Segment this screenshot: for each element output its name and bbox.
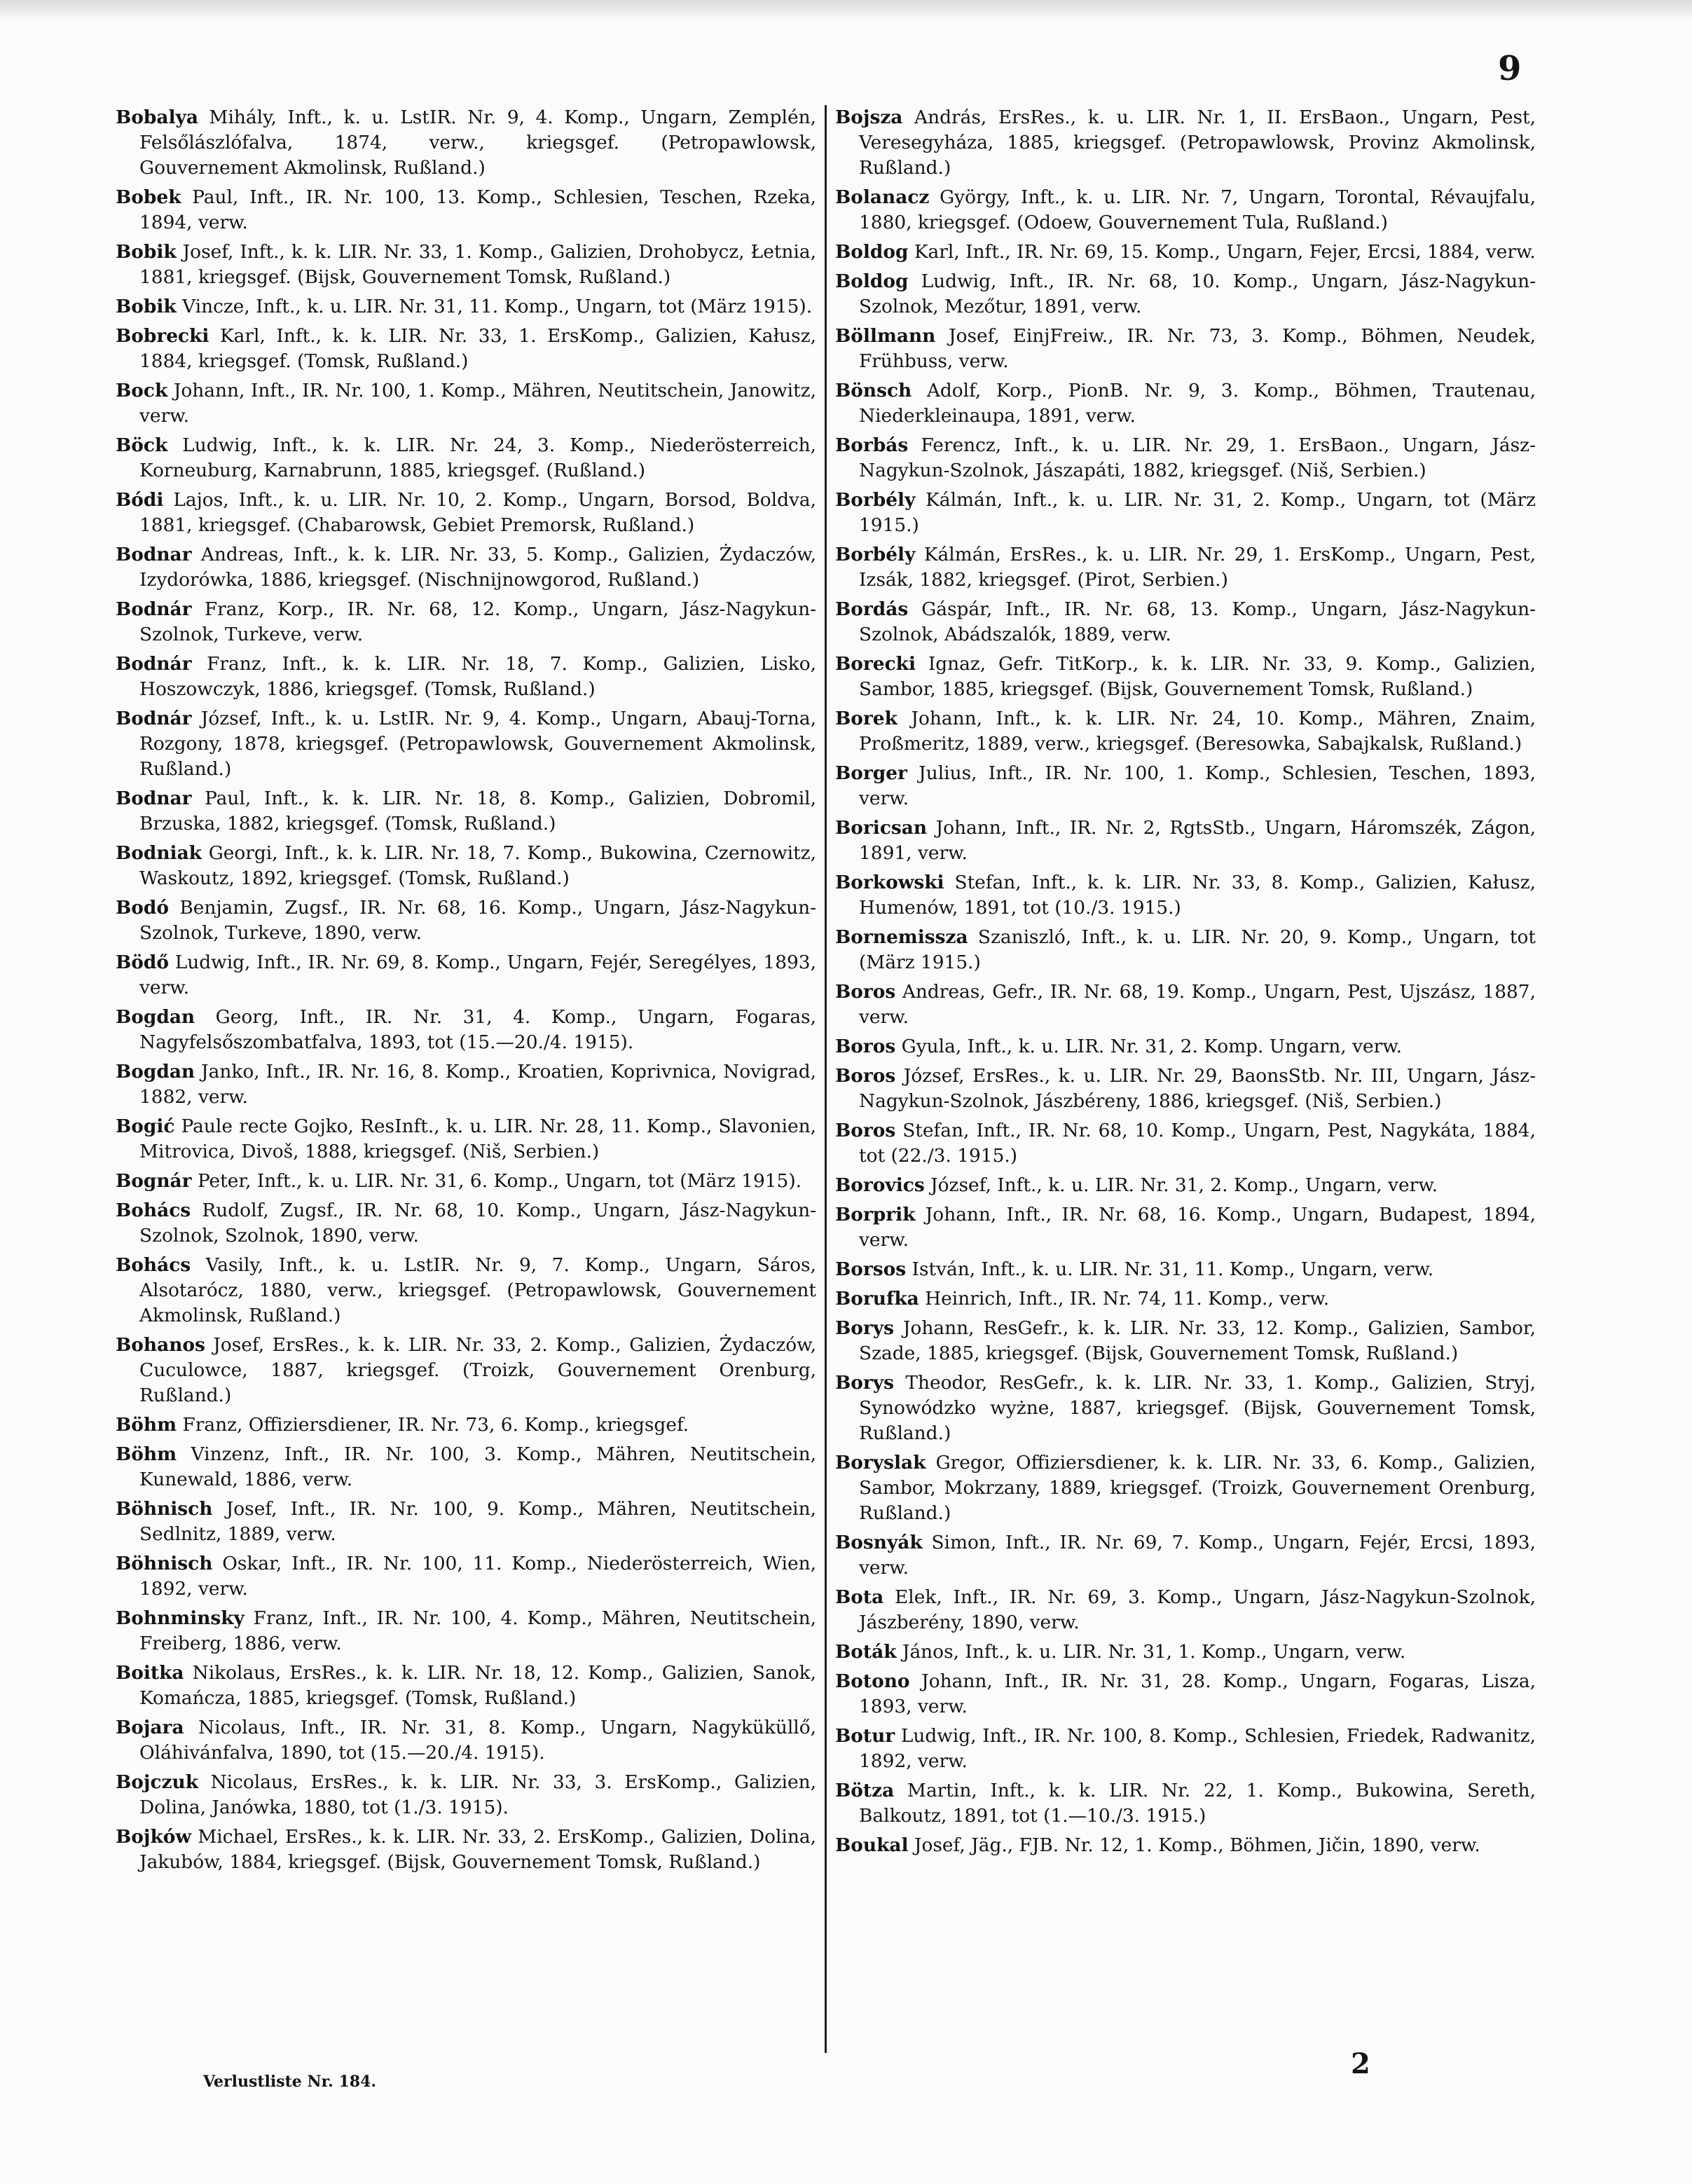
entry-surname: Botur (835, 1725, 895, 1747)
casualty-entry (835, 1450, 1536, 1526)
entry-details: Benjamin, Zugsf., IR. Nr. 68, 16. Komp., Ungarn, Jász-Nagykun-Szolnok, Turkeve, 1890, verw. (139, 897, 816, 944)
footer-signature-mark: 2 (1351, 2047, 1370, 2080)
entry-details: Simon, Inft., IR. Nr. 69, 7. Komp., Ungarn, Fejér, Ercsi, 1893, verw. (859, 1532, 1536, 1579)
casualty-entry (835, 324, 1536, 374)
casualty-entry (116, 1661, 816, 1711)
scan-edge-shading (0, 0, 1692, 21)
casualty-entry (116, 652, 816, 702)
entry-details: Johann, Inft., IR. Nr. 100, 1. Komp., Mähren, Neutitschein, Janowitz, verw. (139, 380, 816, 427)
casualty-entry (835, 1257, 1536, 1282)
casualty-entry (835, 1585, 1536, 1635)
casualty-entry (835, 542, 1536, 593)
entry-surname: Bojara (116, 1717, 184, 1738)
casualty-entry (116, 240, 816, 290)
entry-surname: Bordás (835, 598, 909, 620)
entry-details: Nicolaus, ErsRes., k. k. LIR. Nr. 33, 3. ErsKomp., Galizien, Dolina, Janówka, 1880, tot (1./3. 1915). (139, 1771, 816, 1818)
casualty-entry (116, 1442, 816, 1492)
entry-details: Johann, Inft., IR. Nr. 2, RgtsStb., Ungarn, Háromszék, Zágon, 1891, verw. (859, 817, 1536, 864)
casualty-entry (835, 185, 1536, 235)
entry-details: Paul, Inft., IR. Nr. 100, 13. Komp., Schlesien, Teschen, Rzeka, 1894, verw. (139, 186, 816, 233)
casualty-entry (116, 597, 816, 647)
casualty-entry (835, 1371, 1536, 1446)
entry-details: Johann, Inft., IR. Nr. 68, 16. Komp., Ungarn, Budapest, 1894, verw. (859, 1204, 1536, 1251)
entry-details: Elek, Inft., IR. Nr. 69, 3. Komp., Ungarn, Jász-Nagykun-Szolnok, Jászberény, 1890, verw. (859, 1586, 1536, 1633)
entry-surname: Bódi (116, 489, 164, 511)
entry-details: Stefan, Inft., IR. Nr. 68, 10. Komp., Ungarn, Pest, Nagykáta, 1884, tot (22./3. 1915.) (859, 1120, 1536, 1167)
casualty-entry (835, 597, 1536, 647)
casualty-entry (116, 950, 816, 1001)
casualty-entry (116, 841, 816, 891)
entry-details: Stefan, Inft., k. k. LIR. Nr. 33, 8. Komp., Galizien, Kałusz, Humenów, 1891, tot (10./3. 1915.) (859, 872, 1536, 919)
entry-surname: Borovics (835, 1174, 925, 1196)
entry-details: Kálmán, Inft., k. u. LIR. Nr. 31, 2. Komp., Ungarn, tot (März 1915.) (859, 489, 1536, 536)
right-column (835, 105, 1536, 1862)
casualty-entry (835, 1724, 1536, 1774)
casualty-entry (116, 378, 816, 429)
entry-surname: Bognár (116, 1170, 192, 1192)
entry-details: Johann, Inft., IR. Nr. 31, 28. Komp., Ungarn, Fogaras, Lisza, 1893, verw. (859, 1670, 1536, 1717)
entry-details: Mihály, Inft., k. u. LstIR. Nr. 9, 4. Komp., Ungarn, Zemplén, Felsőlászlófalva, 1874, verw., kriegsgef. (Petropawlowsk, Gouvernement Akmolinsk, Rußland.) (139, 107, 816, 179)
entry-details: István, Inft., k. u. LIR. Nr. 31, 11. Komp., Ungarn, verw. (906, 1258, 1434, 1280)
casualty-entry (835, 980, 1536, 1030)
casualty-entry (835, 706, 1536, 757)
entry-surname: Boros (835, 1065, 896, 1087)
footer-list-label: Verlustliste Nr. 184. (203, 2073, 377, 2091)
entry-details: József, Inft., k. u. LstIR. Nr. 9, 4. Komp., Ungarn, Abauj-Torna, Rozgony, 1878, kriegsgef. (Petropawlowsk, Gouvernement Akmolinsk, Rußland.) (139, 708, 816, 780)
entry-details: Theodor, ResGefr., k. k. LIR. Nr. 33, 1. Komp., Galizien, Stryj, Synowódzko wyżne, 1887, kriegsgef. (Bijsk, Gouvernement Tomsk, Rußland.) (859, 1372, 1536, 1444)
casualty-entry (116, 542, 816, 593)
entry-surname: Bobik (116, 296, 177, 317)
casualty-entry (835, 433, 1536, 483)
entry-details: Georg, Inft., IR. Nr. 31, 4. Komp., Ungarn, Fogaras, Nagyfelsőszombatfalva, 1893, tot (15.—20./4. 1915). (139, 1006, 816, 1053)
entry-surname: Boldog (835, 241, 909, 263)
entry-details: Gregor, Offiziersdiener, k. k. LIR. Nr. 33, 6. Komp., Galizien, Sambor, Mokrzany, 1889, kriegsgef. (Troizk, Gouvernement Orenburg, Rußland.) (859, 1452, 1536, 1524)
casualty-entry (116, 1606, 816, 1656)
entry-surname: Bötza (835, 1780, 895, 1801)
casualty-entry (116, 1497, 816, 1547)
entry-details: Martin, Inft., k. k. LIR. Nr. 22, 1. Komp., Bukowina, Sereth, Balkoutz, 1891, tot (1.—10./3. 1915.) (859, 1780, 1536, 1827)
left-column (116, 105, 816, 1879)
casualty-entry (835, 1530, 1536, 1581)
entry-details: Franz, Korp., IR. Nr. 68, 12. Komp., Ungarn, Jász-Nagykun-Szolnok, Turkeve, verw. (139, 598, 816, 645)
casualty-entry (116, 1551, 816, 1602)
entry-details: Karl, Inft., k. k. LIR. Nr. 33, 1. ErsKomp., Galizien, Kałusz, 1884, kriegsgef. (Tomsk, Rußland.) (139, 325, 816, 372)
casualty-entry (116, 324, 816, 374)
entry-details: Josef, Inft., k. k. LIR. Nr. 33, 1. Komp., Galizien, Drohobycz, Łetnia, 1881, kriegsgef. (Bijsk, Gouvernement Tomsk, Rußland.) (139, 241, 816, 288)
entry-surname: Bodnár (116, 598, 192, 620)
entry-details: Oskar, Inft., IR. Nr. 100, 11. Komp., Niederösterreich, Wien, 1892, verw. (139, 1553, 816, 1600)
entry-details: Adolf, Korp., PionB. Nr. 9, 3. Komp., Böhmen, Trautenau, Niederkleinaupa, 1891, verw. (859, 380, 1536, 427)
entry-details: Nikolaus, ErsRes., k. k. LIR. Nr. 18, 12. Komp., Galizien, Sanok, Komańcza, 1885, kriegsgef. (Tomsk, Rußland.) (139, 1662, 816, 1709)
casualty-entry (835, 925, 1536, 975)
entry-surname: Bönsch (835, 380, 912, 401)
entry-surname: Bodnár (116, 653, 192, 675)
casualty-entry (835, 1778, 1536, 1829)
casualty-entry (835, 1669, 1536, 1719)
entry-details: Ferencz, Inft., k. u. LIR. Nr. 29, 1. ErsBaon., Ungarn, Jász-Nagykun-Szolnok, Jászapáti, 1882, kriegsgef. (Niš, Serbien.) (859, 434, 1536, 481)
entry-surname: Bodnar (116, 544, 192, 565)
entry-details: Peter, Inft., k. u. LIR. Nr. 31, 6. Komp., Ungarn, tot (März 1915). (191, 1170, 802, 1192)
casualty-entry (116, 1114, 816, 1165)
entry-details: Nicolaus, Inft., IR. Nr. 31, 8. Komp., Ungarn, Nagyküküllő, Oláhivánfalva, 1890, tot (15.—20./4. 1915). (139, 1717, 816, 1764)
casualty-entry (116, 1413, 816, 1438)
entry-details: Lajos, Inft., k. u. LIR. Nr. 10, 2. Komp., Ungarn, Borsod, Boldva, 1881, kriegsgef. (Chabarowsk, Gebiet Premorsk, Rußland.) (139, 489, 816, 536)
entry-details: Rudolf, Zugsf., IR. Nr. 68, 10. Komp., Ungarn, Jász-Nagykun-Szolnok, Szolnok, 1890, verw. (139, 1200, 816, 1246)
casualty-entry (116, 433, 816, 483)
entry-details: Gyula, Inft., k. u. LIR. Nr. 31, 2. Komp. Ungarn, verw. (895, 1036, 1403, 1057)
casualty-entry (835, 1173, 1536, 1198)
casualty-entry (116, 1253, 816, 1328)
entry-surname: Bogdan (116, 1006, 195, 1028)
entry-surname: Borecki (835, 653, 916, 675)
entry-details: Ludwig, Inft., k. k. LIR. Nr. 24, 3. Komp., Niederösterreich, Korneuburg, Karnabrunn, 1885, kriegsgef. (Rußland.) (139, 434, 816, 481)
entry-surname: Böck (116, 434, 168, 456)
entry-details: Franz, Inft., IR. Nr. 100, 4. Komp., Mähren, Neutitschein, Freiberg, 1886, verw. (139, 1607, 816, 1654)
entry-surname: Bohács (116, 1200, 191, 1221)
casualty-entry (116, 1198, 816, 1249)
entry-surname: Bosnyák (835, 1532, 923, 1553)
casualty-entry (116, 895, 816, 946)
casualty-entry (116, 105, 816, 181)
entry-surname: Bodnar (116, 788, 192, 809)
casualty-entry (835, 652, 1536, 702)
entry-surname: Borys (835, 1372, 895, 1394)
entry-surname: Borys (835, 1317, 895, 1339)
entry-surname: Boitka (116, 1662, 184, 1684)
casualty-entry (835, 1064, 1536, 1114)
entry-surname: Borbély (835, 544, 916, 565)
entry-surname: Boros (835, 981, 896, 1003)
casualty-entry (835, 378, 1536, 429)
entry-details: Josef, ErsRes., k. k. LIR. Nr. 33, 2. Komp., Galizien, Żydaczów, Cuculowce, 1887, kriegsgef. (Troizk, Gouvernement Orenburg, Rußland.) (139, 1334, 816, 1406)
page-number: 9 (1498, 49, 1522, 88)
casualty-entry (835, 1316, 1536, 1366)
entry-details: Julius, Inft., IR. Nr. 100, 1. Komp., Schlesien, Teschen, 1893, verw. (859, 762, 1536, 809)
entry-surname: Bodnár (116, 708, 192, 729)
casualty-entry (835, 240, 1536, 265)
entry-surname: Böhnisch (116, 1498, 213, 1520)
entry-surname: Böhm (116, 1414, 177, 1436)
entry-details: Paul, Inft., k. k. LIR. Nr. 18, 8. Komp., Galizien, Dobromil, Brzuska, 1882, kriegsgef. (Tomsk, Rußland.) (139, 788, 816, 835)
entry-details: Janko, Inft., IR. Nr. 16, 8. Komp., Kroatien, Koprivnica, Novigrad, 1882, verw. (139, 1061, 816, 1108)
entry-details: Heinrich, Inft., IR. Nr. 74, 11. Komp., verw. (919, 1288, 1330, 1310)
entry-surname: Boldog (835, 270, 909, 292)
entry-surname: Bobek (116, 186, 181, 208)
entry-details: Kálmán, ErsRes., k. u. LIR. Nr. 29, 1. ErsKomp., Ungarn, Pest, Izsák, 1882, kriegsgef. (Pirot, Serbien.) (859, 544, 1536, 591)
entry-details: Vasily, Inft., k. u. LstIR. Nr. 9, 7. Komp., Ungarn, Sáros, Alsotarócz, 1880, verw., kriegsgef. (Petropawlowsk, Gouvernement Akmolinsk, Rußland.) (139, 1254, 816, 1326)
entry-details: Andreas, Inft., k. k. LIR. Nr. 33, 5. Komp., Galizien, Żydaczów, Izydorówka, 1886, kriegsgef. (Nischnijnowgorod, Rußland.) (139, 544, 816, 591)
casualty-entry (835, 1286, 1536, 1312)
entry-surname: Borbély (835, 489, 916, 511)
entry-surname: Bogić (116, 1115, 175, 1137)
entry-details: Josef, Jäg., FJB. Nr. 12, 1. Komp., Böhmen, Jičin, 1890, verw. (908, 1834, 1480, 1856)
entry-surname: Bornemissza (835, 926, 968, 948)
entry-surname: Bojsza (835, 107, 903, 128)
casualty-entry (835, 1202, 1536, 1253)
casualty-entry (116, 1169, 816, 1194)
entry-details: Karl, Inft., IR. Nr. 69, 15. Komp., Ungarn, Fejer, Ercsi, 1884, verw. (908, 241, 1536, 263)
entry-surname: Bodó (116, 897, 169, 919)
casualty-entry (116, 1825, 816, 1875)
entry-surname: Bogdan (116, 1061, 195, 1083)
entry-details: Josef, Inft., IR. Nr. 100, 9. Komp., Mähren, Neutitschein, Sedlnitz, 1889, verw. (139, 1498, 816, 1545)
entry-surname: Bolanacz (835, 186, 930, 208)
casualty-entry (116, 706, 816, 782)
casualty-entry (835, 1034, 1536, 1059)
entry-surname: Bota (835, 1586, 884, 1608)
entry-details: Ludwig, Inft., IR. Nr. 69, 8. Komp., Ungarn, Fejér, Seregélyes, 1893, verw. (139, 952, 816, 998)
entry-details: György, Inft., k. u. LIR. Nr. 7, Ungarn, Torontal, Révaujfalu, 1880, kriegsgef. (Odoew, Gouvernement Tula, Rußland.) (859, 186, 1536, 233)
entry-surname: Boukal (835, 1834, 909, 1856)
entry-details: Vincze, Inft., k. u. LIR. Nr. 31, 11. Komp., Ungarn, tot (März 1915). (176, 296, 813, 317)
casualty-entry (835, 269, 1536, 320)
casualty-entry (835, 488, 1536, 538)
entry-surname: Bobrecki (116, 325, 209, 347)
entry-surname: Borger (835, 762, 907, 784)
entry-details: Ludwig, Inft., IR. Nr. 68, 10. Komp., Ungarn, Jász-Nagykun-Szolnok, Mezőtur, 1891, verw. (859, 270, 1536, 317)
casualty-entry (116, 1059, 816, 1110)
entry-surname: Botono (835, 1670, 910, 1692)
entry-surname: Borkowski (835, 872, 944, 893)
entry-surname: Böhnisch (116, 1553, 213, 1574)
entry-surname: Borek (835, 708, 897, 729)
entry-details: András, ErsRes., k. u. LIR. Nr. 1, II. ErsBaon., Ungarn, Pest, Veresegyháza, 1885, kriegsgef. (Petropawlowsk, Provinz Akmolinsk, Rußland.) (859, 107, 1536, 179)
casualty-entry (116, 185, 816, 235)
casualty-entry (116, 1333, 816, 1408)
casualty-entry (116, 488, 816, 538)
casualty-entry (835, 1833, 1536, 1858)
entry-details: Johann, Inft., k. k. LIR. Nr. 24, 10. Komp., Mähren, Znaim, Proßmeritz, 1889, verw., kriegsgef. (Beresowka, Sabajkalsk, Rußland.) (859, 708, 1536, 755)
casualty-entry (116, 1715, 816, 1766)
entry-surname: Boros (835, 1120, 896, 1141)
entry-details: Georgi, Inft., k. k. LIR. Nr. 18, 7. Komp., Bukowina, Czernowitz, Waskoutz, 1892, kriegsgef. (Tomsk, Rußland.) (139, 842, 816, 889)
entry-surname: Bohanos (116, 1334, 205, 1356)
entry-surname: Boros (835, 1036, 896, 1057)
entry-surname: Boricsan (835, 817, 928, 839)
entry-details: Ludwig, Inft., IR. Nr. 100, 8. Komp., Schlesien, Friedek, Radwanitz, 1892, verw. (859, 1725, 1536, 1772)
entry-details: József, ErsRes., k. u. LIR. Nr. 29, BaonsStb. Nr. III, Ungarn, Jász-Nagykun-Szolnok, Jászbéreny, 1886, kriegsgef. (Niš, Serbien.) (859, 1065, 1536, 1112)
entry-surname: Bobalya (116, 107, 198, 128)
entry-surname: Bobik (116, 241, 177, 263)
entry-surname: Borprik (835, 1204, 916, 1225)
entry-surname: Böllmann (835, 325, 936, 347)
entry-surname: Borufka (835, 1288, 919, 1310)
casualty-entry (116, 786, 816, 837)
entry-details: Paule recte Gojko, ResInft., k. u. LIR. Nr. 28, 11. Komp., Slavonien, Mitrovica, Divoš, 1888, kriegsgef. (Niš, Serbien.) (139, 1115, 816, 1162)
entry-details: Vinzenz, Inft., IR. Nr. 100, 3. Komp., Mähren, Neutitschein, Kunewald, 1886, verw. (139, 1443, 816, 1490)
entry-surname: Boták (835, 1641, 897, 1663)
entry-details: Andreas, Gefr., IR. Nr. 68, 19. Komp., Ungarn, Pest, Ujszász, 1887, verw. (859, 981, 1536, 1028)
entry-surname: Borsos (835, 1258, 907, 1280)
entry-surname: Bojczuk (116, 1771, 198, 1793)
entry-surname: Bock (116, 380, 168, 401)
casualty-entry (835, 816, 1536, 866)
casualty-entry (116, 1005, 816, 1055)
casualty-entry (116, 1770, 816, 1820)
entry-surname: Bohács (116, 1254, 191, 1276)
entry-details: Franz, Inft., k. k. LIR. Nr. 18, 7. Komp., Galizien, Lisko, Hoszowczyk, 1886, kriegsgef. (Tomsk, Rußland.) (139, 653, 816, 700)
entry-details: Ignaz, Gefr. TitKorp., k. k. LIR. Nr. 33, 9. Komp., Galizien, Sambor, 1885, kriegsgef. (Bijsk, Gouvernement Tomsk, Rußland.) (859, 653, 1536, 700)
entry-surname: Bodniak (116, 842, 202, 864)
entry-details: Franz, Offiziersdiener, IR. Nr. 73, 6. Komp., kriegsgef. (177, 1414, 689, 1436)
casualty-entry (835, 105, 1536, 181)
entry-details: Josef, EinjFreiw., IR. Nr. 73, 3. Komp., Böhmen, Neudek, Frühbuss, verw. (859, 325, 1536, 372)
entry-details: Johann, ResGefr., k. k. LIR. Nr. 33, 12. Komp., Galizien, Sambor, Szade, 1885, kriegsgef. (Bijsk, Gouvernement Tomsk, Rußland.) (859, 1317, 1536, 1364)
entry-surname: Böhm (116, 1443, 177, 1465)
entry-details: József, Inft., k. u. LIR. Nr. 31, 2. Komp., Ungarn, verw. (924, 1174, 1438, 1196)
entry-surname: Boryslak (835, 1452, 926, 1474)
entry-details: Gáspár, Inft., IR. Nr. 68, 13. Komp., Ungarn, Jász-Nagykun-Szolnok, Abádszalók, 1889, verw. (859, 598, 1536, 645)
entry-surname: Bojków (116, 1826, 192, 1848)
column-divider (825, 105, 827, 2053)
entry-surname: Bödő (116, 952, 169, 973)
casualty-entry (835, 1640, 1536, 1665)
casualty-entry (835, 870, 1536, 921)
entry-surname: Borbás (835, 434, 909, 456)
entry-details: Michael, ErsRes., k. k. LIR. Nr. 33, 2. ErsKomp., Galizien, Dolina, Jakubów, 1884, kriegsgef. (Bijsk, Gouvernement Tomsk, Rußland.) (139, 1826, 816, 1873)
casualty-entry (116, 294, 816, 320)
entry-surname: Bohnminsky (116, 1607, 245, 1629)
entry-details: Szaniszló, Inft., k. u. LIR. Nr. 20, 9. Komp., Ungarn, tot (März 1915.) (859, 926, 1536, 973)
casualty-entry (835, 1118, 1536, 1169)
entry-details: János, Inft., k. u. LIR. Nr. 31, 1. Komp., Ungarn, verw. (896, 1641, 1406, 1663)
casualty-entry (835, 761, 1536, 811)
